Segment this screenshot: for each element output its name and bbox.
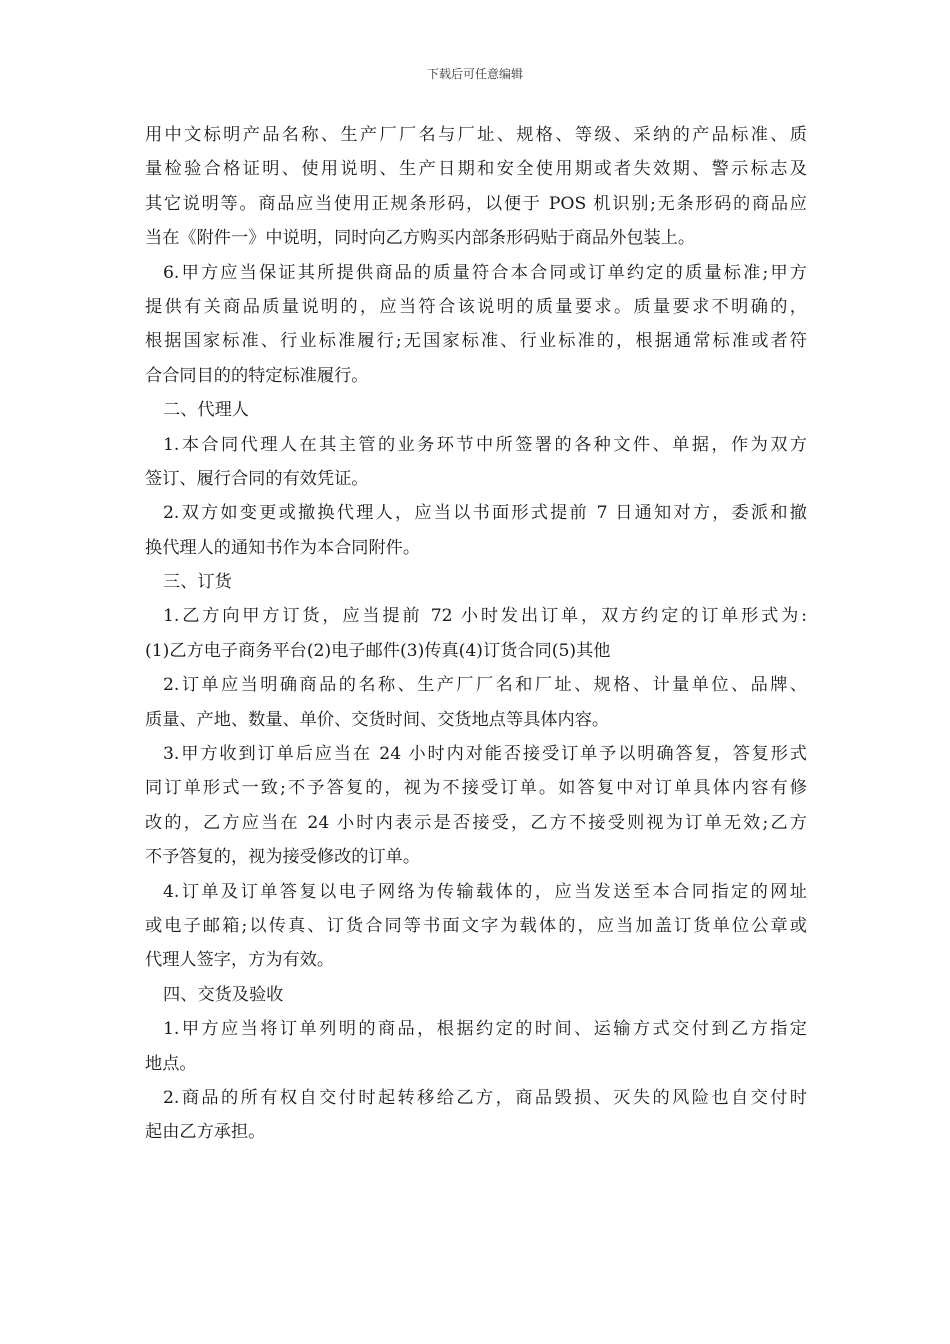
text-line: 换代理人的通知书作为本合同附件。	[145, 537, 421, 558]
text-line: 同订单形式一致;不予答复的，视为不接受订单。如答复中对订单具体内容有修	[145, 778, 807, 799]
text-line: 量检验合格证明、使用说明、生产日期和安全使用期或者失效期、警示标志及	[145, 159, 807, 180]
text-line: (1)乙方电子商务平台(2)电子邮件(3)传真(4)订货合同(5)其他	[145, 640, 611, 661]
text-line: 1.乙方向甲方订货，应当提前 72 小时发出订单，双方约定的订单形式为:	[163, 606, 807, 627]
text-line: 用中文标明产品名称、生产厂厂名与厂址、规格、等级、采纳的产品标准、质	[145, 125, 807, 145]
text-line: 起由乙方承担。	[145, 1122, 266, 1143]
text-line: 提供有关商品质量说明的，应当符合该说明的质量要求。质量要求不明确的，	[145, 296, 807, 317]
text-line: 代理人签字，方为有效。	[145, 950, 335, 971]
text-line: 1.甲方应当将订单列明的商品，根据约定的时间、运输方式交付到乙方指定	[163, 1019, 807, 1040]
text-line: 其它说明等。商品应当使用正规条形码，以便于 POS 机识别;无条形码的商品应	[145, 193, 807, 214]
text-line: 2.商品的所有权自交付时起转移给乙方，商品毁损、灭失的风险也自交付时	[163, 1087, 807, 1108]
text-line: 4.订单及订单答复以电子网络为传输载体的，应当发送至本合同指定的网址	[163, 881, 807, 902]
text-line: 四、交货及验收	[163, 984, 284, 1005]
text-line: 质量、产地、数量、单价、交货时间、交货地点等具体内容。	[145, 709, 610, 730]
text-line: 二、代理人	[163, 400, 249, 421]
text-line: 6.甲方应当保证其所提供商品的质量符合本合同或订单约定的质量标准;甲方	[163, 262, 807, 283]
text-line: 三、订货	[163, 572, 232, 593]
text-line: 1.本合同代理人在其主管的业务环节中所签署的各种文件、单据，作为双方	[163, 434, 807, 455]
text-line: 改的，乙方应当在 24 小时内表示是否接受，乙方不接受则视为订单无效;乙方	[145, 812, 807, 833]
text-line: 3.甲方收到订单后应当在 24 小时内对能否接受订单予以明确答复，答复形式	[163, 744, 807, 765]
text-line: 2.双方如变更或撤换代理人，应当以书面形式提前 7 日通知对方，委派和撤	[163, 503, 807, 524]
text-line: 地点。	[145, 1053, 197, 1074]
text-line: 2.订单应当明确商品的名称、生产厂厂名和厂址、规格、计量单位、品牌、	[163, 675, 807, 696]
text-line: 合合同目的的特定标准履行。	[145, 365, 369, 386]
text-line: 不予答复的，视为接受修改的订单。	[145, 847, 421, 868]
text-line: 当在《附件一》中说明，同时向乙方购买内部条形码贴于商品外包装上。	[145, 228, 696, 249]
text-line: 根据国家标准、行业标准履行;无国家标准、行业标准的，根据通常标准或者符	[145, 331, 807, 352]
text-line: 或电子邮箱;以传真、订货合同等书面文字为载体的，应当加盖订货单位公章或	[145, 915, 807, 936]
page-header: 下载后可任意编辑	[426, 67, 523, 81]
document-body	[145, 118, 807, 1150]
text-line: 签订、履行合同的有效凭证。	[145, 468, 369, 489]
